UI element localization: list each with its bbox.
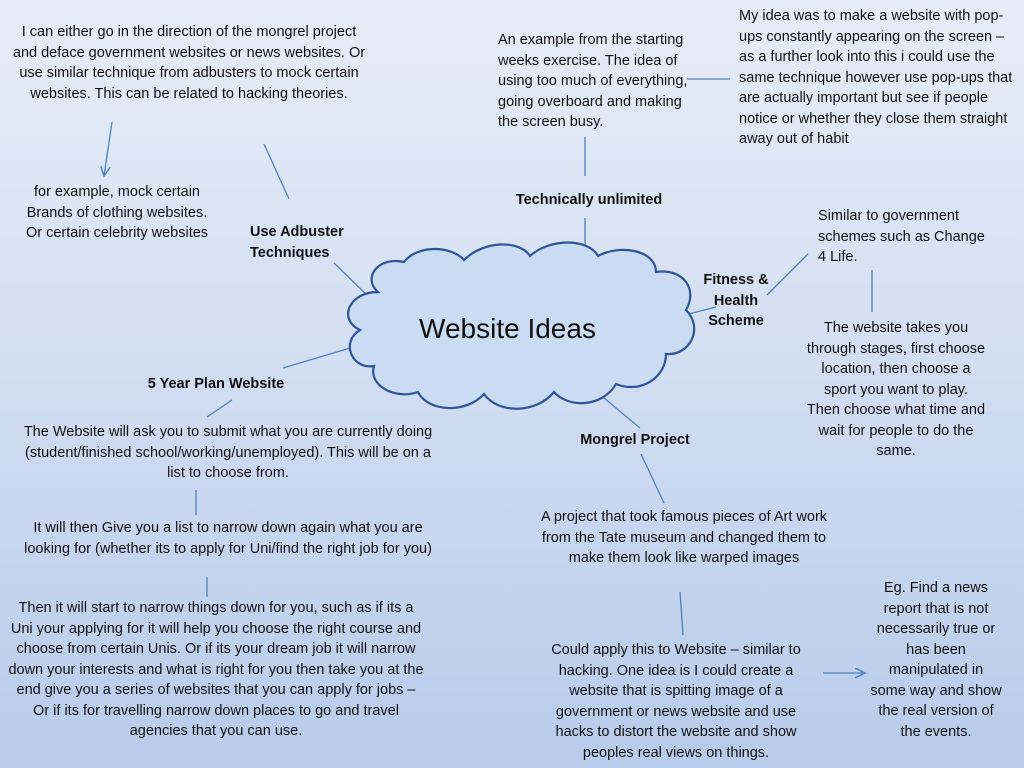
connector-line xyxy=(207,400,232,417)
connector-line xyxy=(680,592,683,635)
connector-line xyxy=(104,122,112,176)
connector-line xyxy=(264,144,289,199)
hacking-idea-note: Could apply this to Website – similar to hacking. One idea is I could create a website that is spitting image of a government or news website and use hacks to distort the website and show peoples real views on things. xyxy=(551,642,801,761)
connector-line xyxy=(641,454,664,503)
mongrel-project-label: Mongrel Project xyxy=(580,432,690,448)
fitness-stages-note: The website takes you through stages, first choose location, then choose a sport you want to play. Then choose what time and wait for people to do the same. xyxy=(806,320,986,459)
adbuster-techniques-label: Use Adbuster Techniques xyxy=(250,224,344,261)
narrow-details-note: Then it will start to narrow things down for you, such as if its a Uni your applying for it will help you choose the right course and choose from certain Unis. Or if its your dream job it will narrow down your interests and what is right for you then take you at the end give you a series of websites that you can apply for jobs – Or if its for travelling narrow down places to go and travel agencies that you can use. xyxy=(8,600,424,739)
technically-unlimited-label: Technically unlimited xyxy=(515,192,663,208)
example-exercise-note: An example from the starting weeks exercise. The idea of using too much of everything, going overboard and making the screen busy. xyxy=(498,32,688,130)
submit-current-note: The Website will ask you to submit what you are currently doing (student/finished school/working/unemployed). This will be on a list to choose from. xyxy=(23,424,433,481)
connector-line xyxy=(767,254,808,295)
narrow-list-note: It will then Give you a list to narrow down again what you are looking for (whether its to apply for Uni/find the right job for you) xyxy=(24,520,432,557)
fitness-health-label: Fitness & Health Scheme xyxy=(703,272,769,329)
five-year-plan-label: 5 Year Plan Website xyxy=(147,376,285,392)
page-title: Website Ideas xyxy=(419,313,596,344)
government-schemes-note: Similar to government schemes such as Change 4 Life. xyxy=(818,208,985,265)
mock-brands-note: for example, mock certain Brands of clothing websites. Or certain celebrity websites xyxy=(25,184,209,241)
mongrel-description-note: A project that took famous pieces of Art work from the Tate museum and changed them to make them look like warped images xyxy=(540,509,828,566)
popups-idea-note: My idea was to make a website with pop-ups constantly appearing on the screen – as a further look into this i could use the same technique however use pop-ups that are actually important but see if people notice or whether they close them straight away out of habit xyxy=(739,8,1013,147)
connector-line xyxy=(283,346,357,368)
connector-line xyxy=(604,398,640,428)
news-example-note: Eg. Find a news report that is not necessarily true or has been manipulated in some way and show the real version of the events. xyxy=(870,580,1002,740)
mongrel-deface-note: I can either go in the direction of the mongrel project and deface government websites or news websites. Or use similar technique from adbusters to mock certain websites. This can be related to hacking theories. xyxy=(12,24,366,102)
